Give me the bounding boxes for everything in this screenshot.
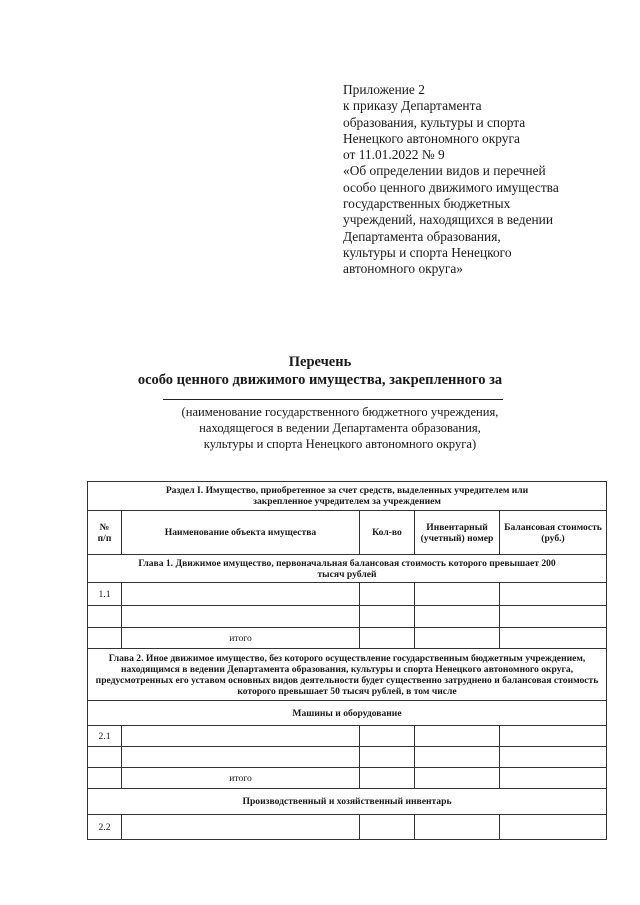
note-line: (наименование государственного бюджетного учреждения, xyxy=(181,405,499,419)
appendix-line: образования, культуры и спорта xyxy=(343,114,526,130)
fill-in-line xyxy=(163,399,503,400)
table-cell xyxy=(500,768,607,789)
institution-note xyxy=(0,404,640,452)
table-cell xyxy=(415,815,500,840)
table-cell xyxy=(415,747,500,768)
document-title: Перечень xyxy=(288,354,352,370)
note-line: культуры и спорта Ненецкого автономного округа) xyxy=(203,437,477,451)
table-cell xyxy=(415,726,500,747)
table-cell xyxy=(360,747,415,768)
appendix-line: от 11.01.2022 № 9 xyxy=(343,147,445,163)
table-cell xyxy=(500,583,607,606)
note-line: находящегося в ведении Департамента образования, xyxy=(199,421,481,435)
table-row xyxy=(88,747,607,768)
table-cell xyxy=(88,628,122,649)
row-number: 2.1 xyxy=(88,726,122,747)
appendix-line: автономного округа» xyxy=(343,261,463,277)
table-cell xyxy=(88,768,122,789)
table-cell xyxy=(88,747,122,768)
table-cell xyxy=(360,606,415,628)
table-row xyxy=(88,815,607,840)
header-name: Наименование объекта имущества xyxy=(122,511,360,555)
table-row xyxy=(88,628,607,649)
table-cell xyxy=(122,583,360,606)
appendix-block xyxy=(343,82,633,278)
appendix-line: культуры и спорта Ненецкого xyxy=(343,244,512,260)
table-cell xyxy=(500,747,607,768)
table-cell xyxy=(415,768,500,789)
appendix-line: Департамента образования, xyxy=(343,228,501,244)
table-cell xyxy=(500,628,607,649)
header-inventory: Инвентарный (учетный) номер xyxy=(415,511,500,555)
table-cell xyxy=(122,815,360,840)
appendix-line: учреждений, находящихся в ведении xyxy=(343,212,554,228)
document-subtitle: особо ценного движимого имущества, закрепленного за xyxy=(137,372,503,388)
appendix-line: «Об определении видов и перечней xyxy=(343,163,546,179)
header-cost: Балансовая стоимость (руб.) xyxy=(500,511,607,555)
table-row xyxy=(88,768,607,789)
property-table xyxy=(87,481,607,840)
table-row xyxy=(88,606,607,628)
table-cell xyxy=(415,628,500,649)
table-cell xyxy=(122,606,360,628)
table-row xyxy=(88,583,607,606)
table-row xyxy=(88,726,607,747)
row-number: 1.1 xyxy=(88,583,122,606)
table-cell xyxy=(360,815,415,840)
total-label: итого xyxy=(122,628,360,649)
table-cell xyxy=(500,815,607,840)
row-number: 2.2 xyxy=(88,815,122,840)
subsection-inventory: Производственный и хозяйственный инвентарь xyxy=(88,789,607,815)
chapter-2-header: Глава 2. Иное движимое имущество, без которого осуществление государственным бюджетным учреждением, находящимся в ведении Департамента образования, культуры и спорта Ненецкого автономного округа, предусмотренных его уставом основных видов деятельности будет существенно затруднено и балансовая стоимость которого превышает 50 тысяч рублей, в том числе xyxy=(88,649,607,701)
appendix-line: государственных бюджетных xyxy=(343,196,511,212)
table-cell xyxy=(415,606,500,628)
appendix-line: Ненецкого автономного округа xyxy=(343,130,520,146)
total-label: итого xyxy=(122,768,360,789)
appendix-line: особо ценного движимого имущества xyxy=(343,179,559,195)
table-cell xyxy=(360,726,415,747)
table-cell xyxy=(360,628,415,649)
table-cell xyxy=(88,606,122,628)
table-cell xyxy=(500,606,607,628)
header-qty: Кол-во xyxy=(360,511,415,555)
table-cell xyxy=(122,747,360,768)
section-1-header: Раздел I. Имущество, приобретенное за счет средств, выделенных учредителем или закрепленное учредителем за учреждением xyxy=(88,482,607,511)
chapter-1-header: Глава 1. Движимое имущество, первоначальная балансовая стоимость которого превышает 200 тысяч рублей xyxy=(88,555,607,583)
appendix-line: Приложение 2 xyxy=(343,82,425,97)
table-cell xyxy=(415,583,500,606)
table-cell xyxy=(360,583,415,606)
table-cell xyxy=(360,768,415,789)
table-cell xyxy=(122,726,360,747)
header-num: № п/п xyxy=(88,511,122,555)
table-cell xyxy=(500,726,607,747)
subsection-machines: Машины и оборудование xyxy=(88,701,607,726)
appendix-line: к приказу Департамента xyxy=(343,98,482,114)
